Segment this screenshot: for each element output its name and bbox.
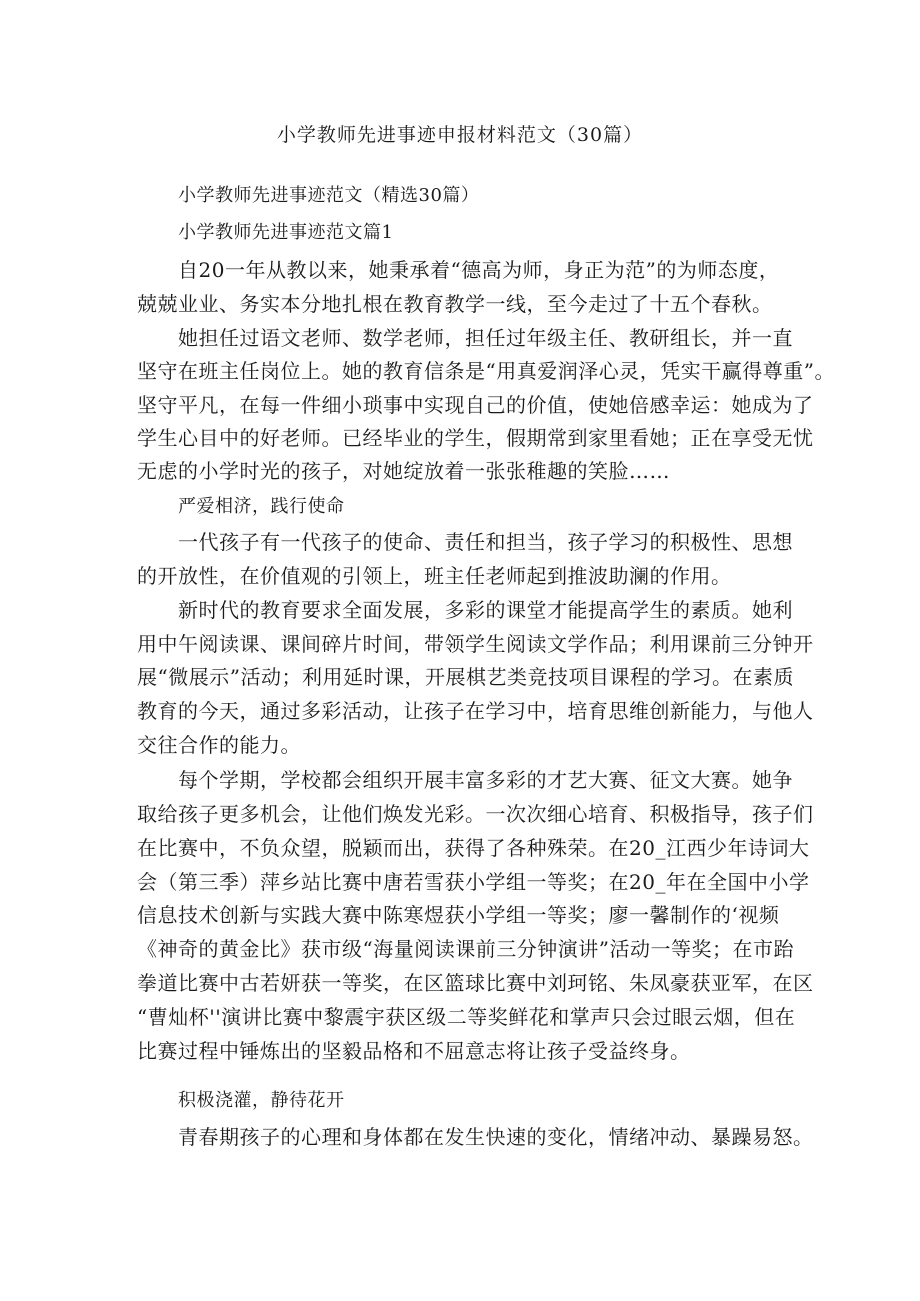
paragraph-line: 学生心目中的好老师。已经毕业的学生，假期常到家里看她；正在享受无忧 xyxy=(137,426,814,450)
paragraph-line: 每个学期，学校都会组织开展丰富多彩的才艺大赛、征文大赛。她争 xyxy=(178,768,793,792)
paragraph-line: 无虑的小学时光的孩子，对她绽放着一张张稚趣的笑脸…… xyxy=(137,459,670,483)
paragraph-line: 教育的今天，通过多彩活动，让孩子在学习中，培育思维创新能力，与他人 xyxy=(137,699,814,723)
paragraph-line: 交往合作的能力。 xyxy=(137,733,301,757)
paragraph-line: 的开放性，在价值观的引领上，班主任老师起到推波助澜的作用。 xyxy=(137,564,732,588)
paragraph-line: 会（第三季）萍乡站比赛中唐若雪获小学组一等奖；在20_年在全国中小学 xyxy=(137,870,810,894)
paragraph-line: 拳道比赛中古若妍获一等奖，在区篮球比赛中刘珂铭、朱凤豪获亚军，在区 xyxy=(137,971,814,995)
paragraph-line: 比赛过程中锤炼出的坚毅品格和不屈意志将让孩子受益终身。 xyxy=(137,1039,691,1063)
paragraph-line: 取给孩子更多机会，让他们焕发光彩。一次次细心培育、积极指导，孩子们 xyxy=(137,802,814,826)
paragraph-line: 新时代的教育要求全面发展，多彩的课堂才能提高学生的素质。她利 xyxy=(178,598,793,622)
paragraph-line: 兢兢业业、务实本分地扎根在教育教学一线，至今走过了十五个春秋。 xyxy=(137,292,773,316)
document-title: 小学教师先进事迹申报材料范文（30篇） xyxy=(276,124,644,146)
section-heading: 积极浇灌，静待花开 xyxy=(178,1090,345,1111)
paragraph-line: 青春期孩子的心理和身体都在发生快速的变化，情绪冲动、暴躁易怒。 xyxy=(178,1125,814,1149)
section-title: 小学教师先进事迹范文篇1 xyxy=(178,222,394,243)
paragraph-line: 坚守在班主任岗位上。她的教育信条是“用真爱润泽心灵，凭实干赢得尊重”。 xyxy=(137,359,835,383)
paragraph-line: 在比赛中，不负众望，脱颖而出，获得了各种殊荣。在20_江西少年诗词大 xyxy=(137,836,810,860)
paragraph-line: 自20一年从教以来，她秉承着“德高为师，身正为范”的为师态度， xyxy=(178,258,780,282)
paragraph-line: 坚守平凡，在每一件细小琐事中实现自己的价值，使她倍感幸运：她成为了 xyxy=(137,393,814,417)
paragraph-line: 她担任过语文老师、数学老师，担任过年级主任、教研组长，并一直 xyxy=(178,326,793,350)
paragraph-line: “曹灿杯''演讲比赛中黎震宇获区级二等奖鲜花和掌声只会过眼云烟，但在 xyxy=(137,1005,796,1029)
paragraph-line: 用中午阅读课、课间碎片时间，带领学生阅读文学作品；利用课前三分钟开 xyxy=(137,632,814,656)
paragraph-line: 展“微展示”活动；利用延时课，开展棋艺类竞技项目课程的学习。在素质 xyxy=(137,665,794,689)
section-heading: 严爱相济，践行使命 xyxy=(178,496,345,517)
paragraph-line: 一代孩子有一代孩子的使命、责任和担当，孩子学习的积极性、思想 xyxy=(178,530,793,554)
paragraph-line: 《神奇的黄金比》获市级“海量阅读课前三分钟演讲”活动一等奖；在市跆 xyxy=(137,937,794,961)
paragraph-line: 信息技术创新与实践大赛中陈寒煜获小学组一等奖；廖一馨制作的‘视频 xyxy=(137,903,780,927)
document-subtitle: 小学教师先进事迹范文（精选30篇） xyxy=(178,185,480,206)
